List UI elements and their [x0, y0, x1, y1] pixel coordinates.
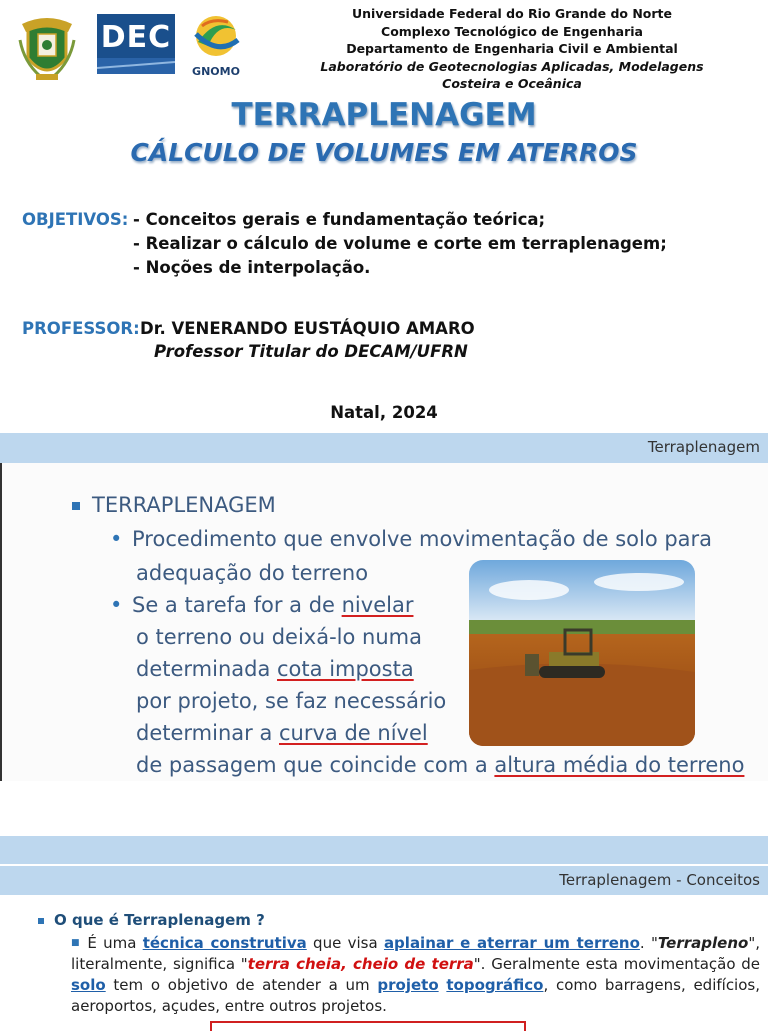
institution-line: Universidade Federal do Rio Grande do Norte: [351, 6, 672, 21]
gnomo-logo: [188, 12, 244, 78]
highlight-term: topográfico: [446, 976, 544, 994]
red-outline-box: [210, 1021, 526, 1031]
slide1-line: determinar a curva de nível: [136, 721, 428, 745]
slide1-line: o terreno ou deixá-lo numa: [136, 625, 422, 649]
square-bullet-icon: ■: [71, 938, 82, 948]
square-bullet-icon: [38, 918, 44, 924]
dec-logo: [97, 14, 175, 74]
bullet-dot-icon: •: [110, 527, 123, 551]
professor-label: PROFESSOR:: [22, 319, 140, 338]
professor-name: Dr. VENERANDO EUSTÁQUIO AMARO: [140, 319, 475, 338]
slide1-heading: [72, 493, 276, 517]
slide1-line: determinada cota imposta: [136, 657, 414, 681]
emphasis-term: Terrapleno: [657, 934, 749, 952]
slide2-paragraph: ■ É uma técnica construtiva que visa aplainar e aterrar um terreno. "Terrapleno", literalmente, significa "terra cheia, cheio de terra". Geralmente esta movimentação de solo tem o objetivo de atender a um projeto topográfico, como barragens, edifícios, aeroportos, açudes, entre outros projetos.: [71, 934, 760, 1015]
highlight-term: solo: [71, 976, 106, 994]
bullet-dot-icon: •: [110, 593, 123, 617]
slide1-line: • Se a tarefa for a de nivelar: [110, 593, 414, 617]
slide1-band-label: Terraplenagem: [647, 438, 760, 456]
ufrn-crest-logo: [18, 10, 76, 84]
highlight-term: técnica construtiva: [142, 934, 307, 952]
dec-logo-text: DEC: [100, 20, 172, 55]
slide2-top-band: [0, 836, 768, 864]
square-bullet-icon: [72, 502, 80, 510]
gnomo-label: GNOMO: [192, 65, 240, 78]
slide2-question: O que é Terraplenagem ?: [38, 911, 265, 929]
slide2-header-band: [0, 866, 768, 895]
highlight-term: projeto: [377, 976, 439, 994]
underlined-term: nivelar: [341, 593, 414, 617]
document-title: TERRAPLENAGEM: [231, 97, 537, 133]
institution-line: Complexo Tecnológico de Engenharia: [381, 23, 643, 39]
document-subtitle: CÁLCULO DE VOLUMES EM ATERROS: [130, 138, 638, 167]
slide1-line: de passagem que coincide com a altura média do terreno: [136, 753, 745, 777]
red-emphasis-term: terra cheia, cheio de terra: [247, 955, 474, 973]
objective-item: - Noções de interpolação.: [133, 258, 371, 277]
slide1-line: adequação do terreno: [136, 561, 369, 585]
underlined-term: curva de nível: [279, 721, 428, 745]
highlight-term: aplainar e aterrar um terreno: [383, 934, 640, 952]
institution-line: Costeira e Oceânica: [442, 76, 582, 91]
slide2-band-label: Terraplenagem - Conceitos: [559, 871, 760, 889]
underlined-term: altura média do terreno: [494, 753, 745, 777]
city-year: Natal, 2024: [330, 403, 438, 422]
objective-item: - Conceitos gerais e fundamentação teórica;: [133, 210, 546, 229]
institution-line: Departamento de Engenharia Civil e Ambiental: [346, 41, 678, 56]
slide1-line: por projeto, se faz necessário: [136, 689, 447, 713]
slide1-heading-text: TERRAPLENAGEM: [92, 493, 276, 517]
institution-block: [252, 5, 768, 93]
objectives-label: OBJETIVOS:: [22, 210, 129, 229]
objective-item: - Realizar o cálculo de volume e corte em terraplenagem;: [133, 234, 667, 253]
slide1-line: • Procedimento que envolve movimentação de solo para: [110, 527, 713, 551]
underlined-term: cota imposta: [277, 657, 414, 681]
bulldozer-photo: [469, 560, 695, 746]
slide1-header-band: [0, 433, 768, 463]
institution-line: Laboratório de Geotecnologias Aplicadas, Modelagens: [320, 58, 704, 74]
professor-title: Professor Titular do DECAM/UFRN: [154, 342, 468, 361]
